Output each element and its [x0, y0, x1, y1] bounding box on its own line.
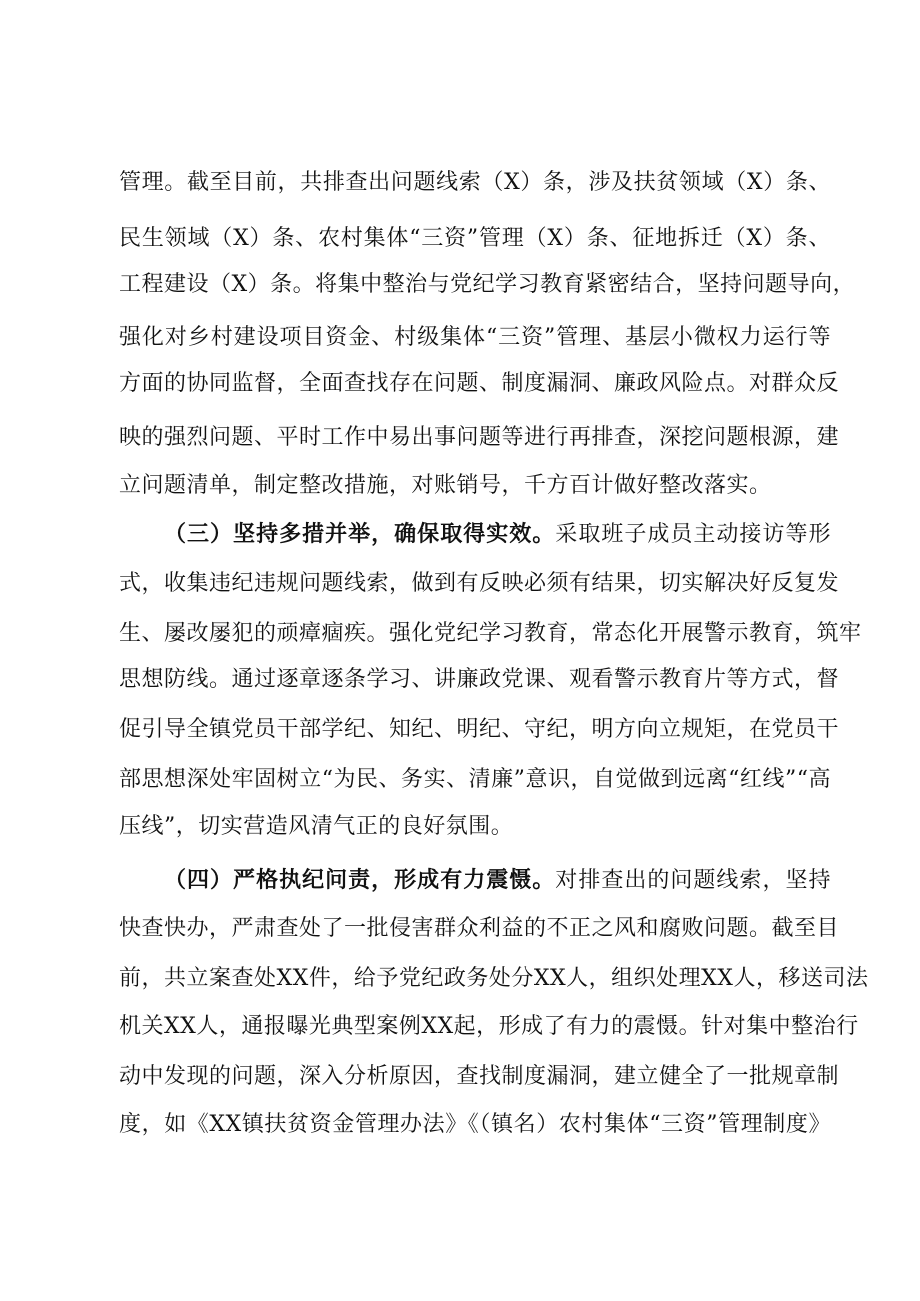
body-text-line: 思想防线。通过逐章逐条学习、讲廉政党课、观看警示教育片等方式，督 [119, 667, 840, 692]
body-text-line: 动中发现的问题，深入分析原因，查找制度漏洞，建立健全了一批规章制 [119, 1064, 840, 1089]
body-text-line: 促引导全镇党员干部学纪、知纪、明纪、守纪，明方向立规矩，在党员干 [119, 717, 840, 742]
body-text-line: 机关XX人，通报曝光典型案例XX起，形成了有力的震慑。针对集中整治行 [119, 1014, 859, 1039]
body-text-line: 度，如《XX镇扶贫资金管理办法》《（镇名）农村集体“三资”管理制度》 [119, 1112, 831, 1137]
body-text-line: 部思想深处牢固树立“为民、务实、清廉”意识，自觉做到远离“红线”“高 [119, 767, 831, 792]
body-text-line: 式，收集违纪违规问题线索，做到有反映必须有结果，切实解决好反复发 [119, 571, 840, 596]
body-text-line: 强化对乡村建设项目资金、村级集体“三资”管理、基层小微权力运行等 [119, 325, 831, 350]
body-text-line: 工程建设（X）条。将集中整治与党纪学习教育紧密结合，坚持问题导向， [119, 272, 856, 297]
body-text-line: 民生领域（X）条、农村集体“三资”管理（X）条、征地拆迁（X）条、 [119, 226, 831, 251]
body-text-line: 方面的协同监督，全面查找存在问题、制度漏洞、廉政风险点。对群众反 [119, 371, 840, 396]
section-4-first-line [164, 860, 831, 900]
section-4-first-line-text: 对排查出的问题线索，坚持 [555, 868, 831, 893]
body-text-line: 立问题清单，制定整改措施，对账销号，千方百计做好整改落实。 [119, 473, 772, 498]
body-text-line: 映的强烈问题、平时工作中易出事问题等进行再排查，深挖问题根源，建 [119, 425, 840, 450]
section-4-heading: （四）严格执纪问责，形成有力震慑。 [164, 867, 556, 893]
body-text-line: 管理。截至目前，共排查出问题线索（X）条，涉及扶贫领域（X）条、 [119, 170, 831, 195]
body-text-line: 生、屡改屡犯的顽瘴痼疾。强化党纪学习教育，常态化开展警示教育，筑牢 [119, 621, 862, 646]
section-3-heading: （三）坚持多措并举，确保取得实效。 [164, 521, 556, 547]
section-3-first-line-text: 采取班子成员主动接访等形 [555, 522, 831, 547]
body-text-line: 压线”，切实营造风清气正的良好氛围。 [119, 814, 514, 839]
body-text-line: 快查快办，严肃查处了一批侵害群众利益的不正之风和腐败问题。截至目 [119, 916, 840, 941]
body-text-line: 前，共立案查处XX件，给予党纪政务处分XX人，组织处理XX人，移送司法 [119, 966, 869, 991]
section-3-first-line [164, 514, 831, 554]
